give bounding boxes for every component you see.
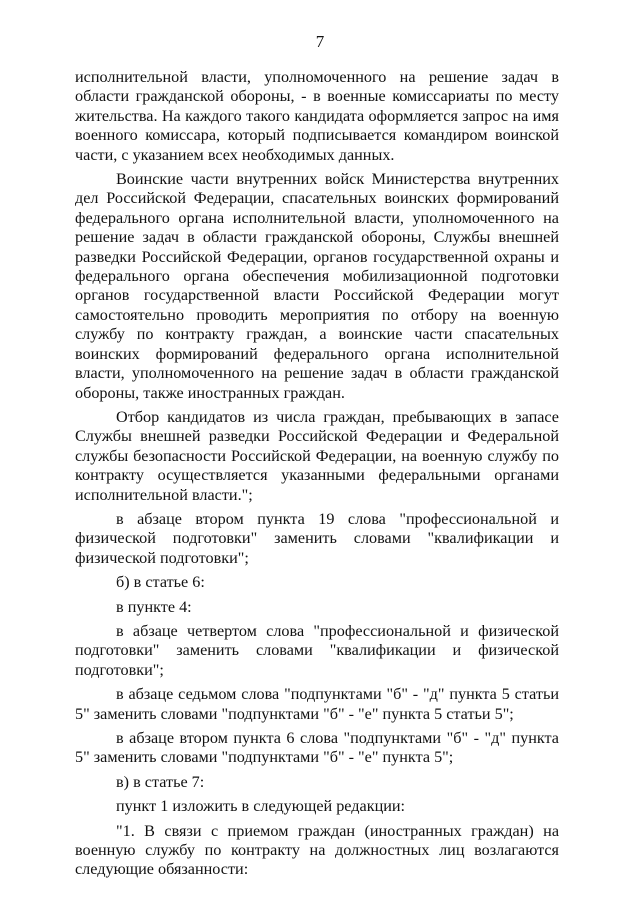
paragraph: Отбор кандидатов из числа граждан, пребывающих в запасе Службы внешней разведки Российской Федерации и Федеральной службы безопасности Российской Федерации, на военную службу по контракту осуществляется указанными федеральными органами исполнительной власти."; [75, 407, 559, 504]
paragraph: Воинские части внутренних войск Министерства внутренних дел Российской Федерации, спасательных воинских формирований федерального органа исполнительной власти, уполномоченного на решение задач в области гражданской обороны, Службы внешней разведки Российской Федерации, органов государственной охраны и федерального органа обеспечения мобилизационной подготовки органов государственной власти Российской Федерации могут самостоятельно проводить мероприятия по отбору на военную службу по контракту граждан, а воинские части спасательных воинских формирований федерального органа исполнительной власти, уполномоченного на решение задач в области гражданской обороны, также иностранных граждан. [75, 170, 559, 402]
paragraph: исполнительной власти, уполномоченного на решение задач в области гражданской обороны, - в военные комиссариаты по месту жительства. На каждого такого кандидата оформляется запрос на имя военного комиссара, который подписывается командиром воинской части, с указанием всех необходимых данных. [75, 68, 559, 164]
paragraph: в абзаце втором пункта 19 слова "профессиональной и физической подготовки" заменить словами "квалификации и физической подготовки"; [75, 509, 559, 567]
document-body [75, 68, 559, 880]
paragraph: б) в статье 6: [116, 573, 205, 592]
paragraph: в) в статье 7: [116, 772, 205, 791]
paragraph: в абзаце седьмом слова "подпунктами "б" - "д" пункта 5 статьи 5" заменить словами "подпунктами "б" - "е" пункта 5 статьи 5"; [75, 685, 559, 723]
paragraph: в абзаце четвертом слова "профессиональной и физической подготовки" заменить словами "квалификации и физической подготовки"; [75, 621, 559, 679]
page-number: 7 [315, 32, 325, 51]
paragraph: в пункте 4: [116, 597, 192, 616]
paragraph: "1. В связи с приемом граждан (иностранных граждан) на военную службу по контракту на должностных лиц возлагаются следующие обязанности: [75, 821, 559, 879]
paragraph: в абзаце втором пункта 6 слова "подпунктами "б" - "д" пункта 5" заменить словами "подпунктами "б" - "е" пункта 5"; [75, 729, 559, 767]
paragraph: пункт 1 изложить в следующей редакции: [116, 797, 406, 816]
